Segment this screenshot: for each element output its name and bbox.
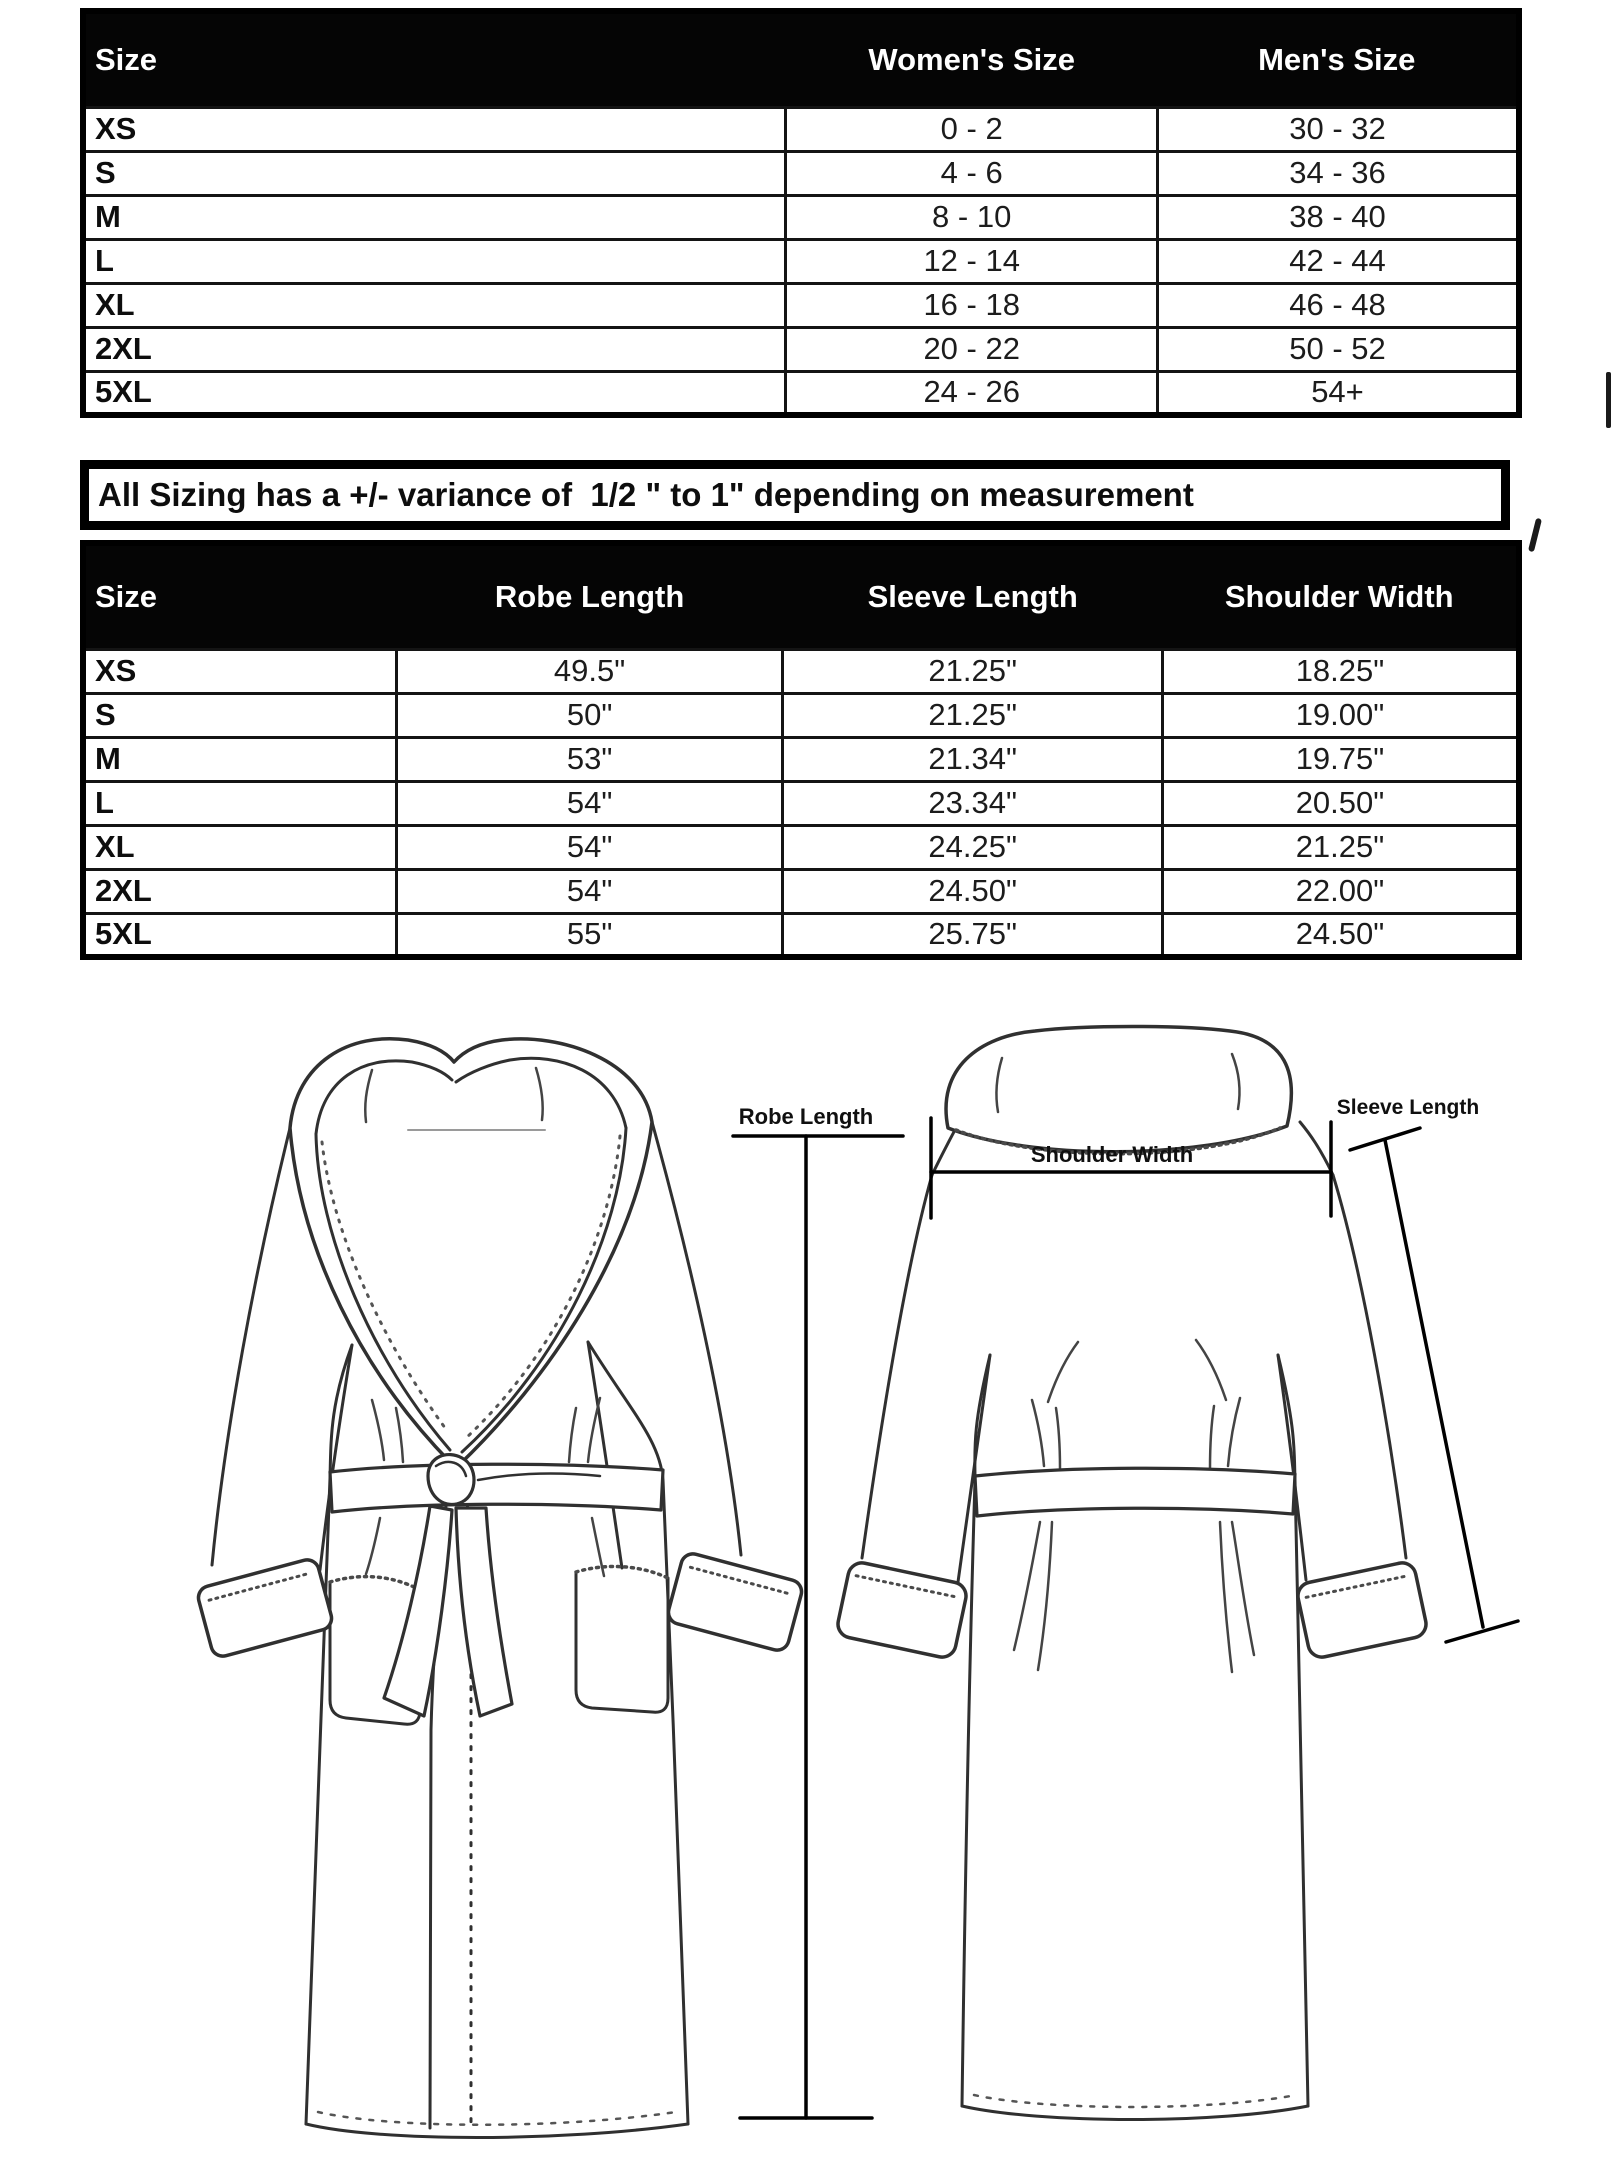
shoulder-width-value: 24.50" xyxy=(1162,913,1519,957)
table-row xyxy=(83,693,1519,737)
table-row xyxy=(83,239,1519,283)
sleeve-length-value: 21.25" xyxy=(783,693,1163,737)
column-header-sleeve-length: Sleeve Length xyxy=(783,543,1163,649)
table-row xyxy=(83,195,1519,239)
mens-size-value: 54+ xyxy=(1157,371,1519,415)
sizing-variance-note-text: All Sizing has a +/- variance of 1/2 " to 1" depending on measurement xyxy=(98,476,1194,513)
size-label: XL xyxy=(83,283,786,327)
womens-size-value: 24 - 26 xyxy=(786,371,1158,415)
size-label: XS xyxy=(83,107,786,151)
column-header-robe-length: Robe Length xyxy=(396,543,783,649)
robe-length-value: 53" xyxy=(396,737,783,781)
column-header-size: Size xyxy=(83,11,786,107)
back-right-cuff xyxy=(1295,1560,1428,1659)
table-row xyxy=(83,649,1519,693)
shoulder-width-value: 20.50" xyxy=(1162,781,1519,825)
size-label: M xyxy=(83,195,786,239)
sizing-variance-note xyxy=(80,460,1510,530)
table-row xyxy=(83,737,1519,781)
size-label: L xyxy=(83,239,786,283)
scan-artifact xyxy=(1606,372,1611,428)
size-label: 5XL xyxy=(83,371,786,415)
size-label: 5XL xyxy=(83,913,396,957)
shoulder-width-value: 22.00" xyxy=(1162,869,1519,913)
sleeve-length-measure-line xyxy=(1350,1128,1518,1642)
table-row xyxy=(83,283,1519,327)
robe-length-value: 49.5" xyxy=(396,649,783,693)
column-header-shoulder-width: Shoulder Width xyxy=(1162,543,1519,649)
mens-size-value: 34 - 36 xyxy=(1157,151,1519,195)
robe-measurement-diagram xyxy=(0,1010,1620,2160)
sleeve-length-value: 23.34" xyxy=(783,781,1163,825)
sleeve-length-value: 25.75" xyxy=(783,913,1163,957)
mens-size-value: 46 - 48 xyxy=(1157,283,1519,327)
mens-size-value: 38 - 40 xyxy=(1157,195,1519,239)
size-label: XS xyxy=(83,649,396,693)
size-label: S xyxy=(83,151,786,195)
table-row xyxy=(83,913,1519,957)
table-row xyxy=(83,869,1519,913)
womens-size-value: 12 - 14 xyxy=(786,239,1158,283)
sleeve-length-value: 24.25" xyxy=(783,825,1163,869)
shoulder-width-value: 21.25" xyxy=(1162,825,1519,869)
womens-size-value: 16 - 18 xyxy=(786,283,1158,327)
shoulder-width-value: 19.00" xyxy=(1162,693,1519,737)
mens-size-value: 42 - 44 xyxy=(1157,239,1519,283)
size-label: 2XL xyxy=(83,327,786,371)
scan-artifact xyxy=(1528,518,1542,552)
measurements-header-row xyxy=(83,543,1519,649)
robe-measurements-table xyxy=(80,540,1522,960)
size-label: L xyxy=(83,781,396,825)
robe-front-illustration xyxy=(196,1039,804,2138)
sleeve-length-value: 21.25" xyxy=(783,649,1163,693)
shoulder-width-value: 19.75" xyxy=(1162,737,1519,781)
shoulder-width-label: Shoulder Width xyxy=(1030,1142,1194,1167)
mens-size-value: 30 - 32 xyxy=(1157,107,1519,151)
robe-length-value: 54" xyxy=(396,825,783,869)
robe-back-illustration xyxy=(835,1027,1428,2120)
womens-size-value: 4 - 6 xyxy=(786,151,1158,195)
size-label: S xyxy=(83,693,396,737)
size-label: XL xyxy=(83,825,396,869)
sleeve-length-label: Sleeve Length xyxy=(1336,1096,1480,1119)
robe-length-label: Robe Length xyxy=(738,1104,874,1129)
sleeve-length-value: 24.50" xyxy=(783,869,1163,913)
robe-length-value: 54" xyxy=(396,781,783,825)
size-label: 2XL xyxy=(83,869,396,913)
table-row xyxy=(83,371,1519,415)
womens-size-value: 20 - 22 xyxy=(786,327,1158,371)
shoulder-width-value: 18.25" xyxy=(1162,649,1519,693)
sleeve-length-value: 21.34" xyxy=(783,737,1163,781)
table-row xyxy=(83,151,1519,195)
front-right-cuff xyxy=(666,1551,804,1653)
table-row xyxy=(83,327,1519,371)
robe-length-value: 54" xyxy=(396,869,783,913)
column-header-mens-size: Men's Size xyxy=(1157,11,1519,107)
table-row xyxy=(83,825,1519,869)
robe-length-value: 50" xyxy=(396,693,783,737)
size-conversion-table xyxy=(80,8,1522,418)
mens-size-value: 50 - 52 xyxy=(1157,327,1519,371)
column-header-size: Size xyxy=(83,543,396,649)
front-belt-and-tie xyxy=(330,1455,663,1716)
size-label: M xyxy=(83,737,396,781)
womens-size-value: 0 - 2 xyxy=(786,107,1158,151)
back-belt xyxy=(975,1468,1295,1516)
column-header-womens-size: Women's Size xyxy=(786,11,1158,107)
size-conversion-header-row xyxy=(83,11,1519,107)
back-left-cuff xyxy=(835,1560,968,1659)
womens-size-value: 8 - 10 xyxy=(786,195,1158,239)
table-row xyxy=(83,107,1519,151)
front-left-cuff xyxy=(196,1557,334,1659)
table-row xyxy=(83,781,1519,825)
robe-length-value: 55" xyxy=(396,913,783,957)
